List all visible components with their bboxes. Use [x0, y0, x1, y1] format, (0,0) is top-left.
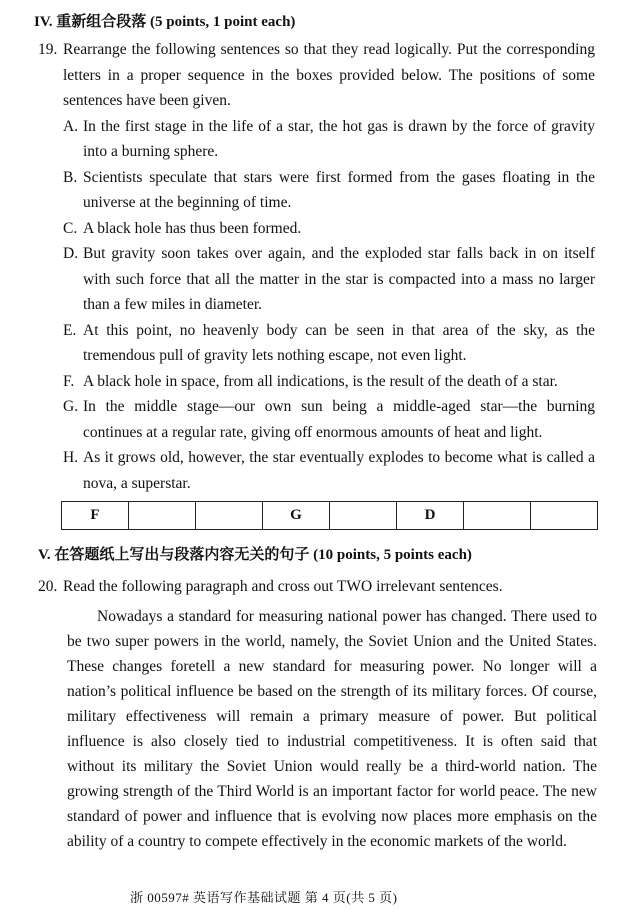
- question-19-body: [63, 37, 595, 496]
- answer-box-7[interactable]: [464, 502, 531, 529]
- answer-box-5[interactable]: [330, 502, 397, 529]
- answer-box-8[interactable]: [531, 502, 597, 529]
- question-20-paragraph: Nowadays a standard for measuring national power has changed. There used to be two super powers in the world, namely, the Soviet Union and the United States. These changes foretell a new standard for measuring power. No longer will a nation’s political influence be based on the strength of its military forces. Of course, military effectiveness will remain a primary measure of power. But political influence is also closely tied to industrial competitiveness. It is often said that without its military the Soviet Union would really be a third-world nation. The growing strength of the Third World is an important factor for world peace. The new standard of power and influence that is evolving now places more emphasis on the ability of a country to compete effectively in the economic markets of the world.: [67, 608, 597, 850]
- answer-box-6[interactable]: D: [397, 502, 464, 529]
- option-b-text: Scientists speculate that stars were first formed from the gases floating in the universe at the beginning of time.: [83, 168, 595, 211]
- section-5-heading: V. 在答题纸上写出与段落内容无关的句子 (10 points, 5 points each): [38, 547, 472, 563]
- option-g-label: G.: [63, 398, 79, 415]
- option-g: [63, 394, 595, 445]
- option-h-text: As it grows old, however, the star eventually explodes to become what is called a nova, a superstar.: [83, 449, 595, 492]
- option-a: [63, 114, 595, 165]
- option-h: [63, 445, 595, 496]
- option-f-label: F.: [63, 372, 75, 390]
- option-h-label: H.: [63, 449, 79, 466]
- question-19-prompt: Rearrange the following sentences so that they read logically. Put the corresponding letters in a proper sequence in the boxes provided below. The positions of some sentences have been given.: [63, 41, 595, 109]
- answer-box-1[interactable]: F: [62, 502, 129, 529]
- answer-box-3[interactable]: [196, 502, 263, 529]
- page-footer: 浙 00597# 英语写作基础试题 第 4 页(共 5 页): [130, 890, 398, 905]
- option-e-text: At this point, no heavenly body can be seen in that area of the sky, as the tremendous pull of gravity lets nothing escape, not even light.: [83, 321, 595, 364]
- option-f-text: A black hole in space, from all indications, is the result of the death of a star.: [83, 372, 558, 390]
- answer-box-4[interactable]: G: [263, 502, 330, 529]
- option-b: [63, 165, 595, 216]
- question-19-number: 19.: [38, 41, 58, 58]
- answer-boxes: [61, 501, 598, 530]
- option-a-label: A.: [63, 117, 79, 135]
- option-e: [63, 318, 595, 369]
- option-b-label: B.: [63, 168, 78, 186]
- answer-box-2[interactable]: [129, 502, 196, 529]
- option-a-text: In the first stage in the life of a star, the hot gas is drawn by the force of gravity into a burning sphere.: [83, 117, 595, 160]
- option-d-text: But gravity soon takes over again, and the exploded star falls back in on itself with such force that all the matter in the star is compacted into a mass no larger than a few miles in diameter.: [83, 245, 595, 313]
- option-c-text: A black hole has thus been formed.: [83, 219, 302, 237]
- option-c-label: C.: [63, 219, 78, 237]
- option-c: [63, 216, 595, 242]
- option-d-label: D.: [63, 245, 79, 262]
- question-20-number: 20.: [38, 578, 58, 595]
- option-e-label: E.: [63, 321, 77, 339]
- option-d: [63, 241, 595, 318]
- question-20-prompt: Read the following paragraph and cross out TWO irrelevant sentences.: [63, 578, 503, 595]
- option-f: [63, 369, 595, 395]
- option-g-text: In the middle stage—our own sun being a middle-aged star—the burning continues at a regular rate, giving off enormous amounts of heat and light.: [83, 398, 595, 441]
- section-4-heading: IV. 重新组合段落 (5 points, 1 point each): [34, 14, 296, 30]
